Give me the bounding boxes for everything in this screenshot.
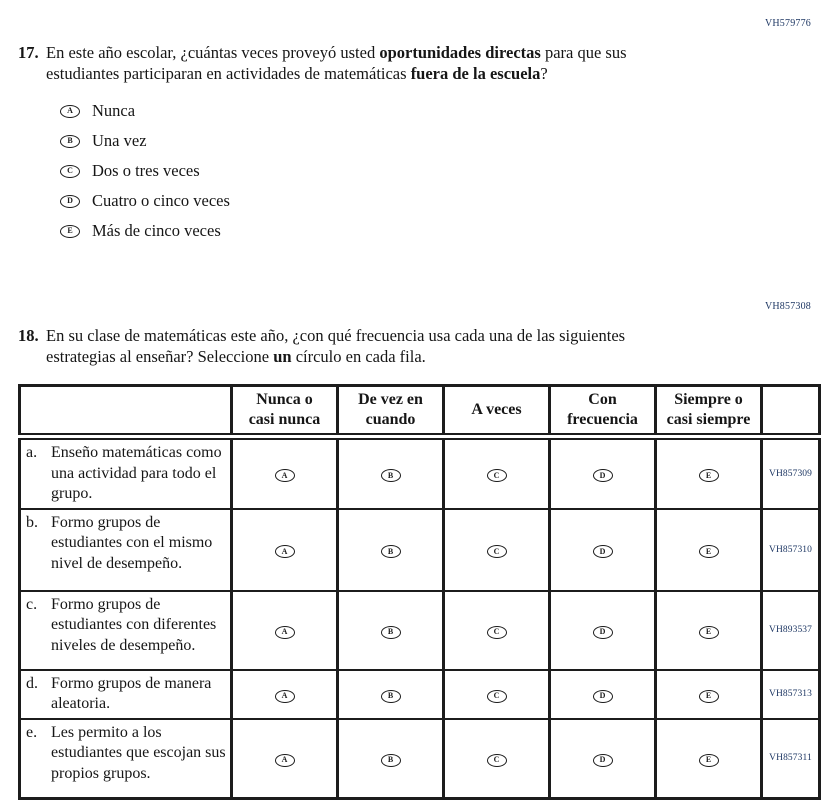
- row-e-letter: e.: [26, 723, 38, 741]
- row-e-code: VH857311: [762, 719, 820, 799]
- row-b-cell-nunca: [232, 509, 338, 591]
- q18-form-code: VH857308: [764, 301, 811, 312]
- table-row-b: [20, 509, 820, 591]
- q17-text-part3: ?: [540, 64, 548, 83]
- row-c-cell-confrec: [550, 591, 656, 670]
- row-d-bubble-a[interactable]: A: [275, 690, 295, 703]
- q18-text-part2: círculo en cada fila.: [291, 347, 426, 366]
- row-d-bubble-b[interactable]: B: [381, 690, 401, 703]
- row-a-bubble-a[interactable]: A: [275, 469, 295, 482]
- option-label-e: Más de cinco veces: [92, 221, 221, 240]
- table-row-c: [20, 591, 820, 670]
- row-c-bubble-a[interactable]: A: [275, 626, 295, 639]
- q18-number: 18.: [18, 326, 39, 345]
- table-row-a: [20, 437, 820, 509]
- row-d-stem: [20, 670, 232, 719]
- row-c-bubble-b[interactable]: B: [381, 626, 401, 639]
- row-c-bubble-d[interactable]: D: [593, 626, 613, 639]
- row-b-bubble-a[interactable]: A: [275, 545, 295, 558]
- option-bubble-e[interactable]: E: [60, 225, 80, 238]
- row-b-cell-devez: [338, 509, 444, 591]
- q17-options: [46, 96, 664, 246]
- header-a-veces: A veces: [444, 386, 550, 437]
- row-d-bubble-d[interactable]: D: [593, 690, 613, 703]
- row-c-text: Formo grupos de estudiantes con diferentes niveles de desempeño.: [51, 595, 217, 654]
- q18-text-bold1: un: [273, 347, 292, 366]
- row-b-cell-aveces: [444, 509, 550, 591]
- row-d-bubble-e[interactable]: E: [699, 690, 719, 703]
- row-a-bubble-d[interactable]: D: [593, 469, 613, 482]
- row-c-letter: c.: [26, 595, 38, 613]
- row-e-bubble-c[interactable]: C: [487, 754, 507, 767]
- row-a-letter: a.: [26, 444, 38, 461]
- row-a-cell-nunca: [232, 437, 338, 509]
- row-b-cell-siempre: [656, 509, 762, 591]
- row-c-bubble-c[interactable]: C: [487, 626, 507, 639]
- row-b-cell-confrec: [550, 509, 656, 591]
- q17-body: [46, 42, 664, 246]
- row-a-bubble-e[interactable]: E: [699, 469, 719, 482]
- option-label-b: Una vez: [92, 131, 147, 150]
- row-d-cell-siempre: [656, 670, 762, 719]
- row-d-letter: d.: [26, 674, 38, 692]
- row-b-bubble-e[interactable]: E: [699, 545, 719, 558]
- row-c-cell-nunca: [232, 591, 338, 670]
- row-a-code: VH857309: [762, 437, 820, 509]
- row-c-cell-siempre: [656, 591, 762, 670]
- row-e-bubble-b[interactable]: B: [381, 754, 401, 767]
- option-label-c: Dos o tres veces: [92, 161, 200, 180]
- q18-body: [46, 325, 664, 367]
- q17-text-part2: para que sus estudiantes participaran en actividades de matemáticas: [46, 43, 627, 83]
- row-b-text: Formo grupos de estudiantes con el mismo nivel de desempeño.: [51, 513, 213, 572]
- q17-option-e: [60, 216, 664, 246]
- row-b-stem: [20, 509, 232, 591]
- option-bubble-c[interactable]: C: [60, 165, 80, 178]
- q17-form-code: VH579776: [764, 18, 811, 29]
- q18-text: [46, 325, 664, 367]
- table-row-d: [20, 670, 820, 719]
- row-c-cell-devez: [338, 591, 444, 670]
- q17-text-bold2: fuera de la escuela: [410, 64, 541, 83]
- header-nunca-o-casi-nunca: Nunca o casi nunca: [232, 386, 338, 437]
- q18-text-part1: En su clase de matemáticas este año, ¿con qué frecuencia usa cada una de las siguientes estrategias al enseñar? Seleccione: [46, 326, 626, 366]
- row-a-cell-siempre: [656, 437, 762, 509]
- header-empty-code: [762, 386, 820, 437]
- row-b-bubble-c[interactable]: C: [487, 545, 507, 558]
- question-17: [18, 42, 664, 246]
- row-d-cell-nunca: [232, 670, 338, 719]
- row-a-cell-aveces: [444, 437, 550, 509]
- q17-option-b: [60, 126, 664, 156]
- row-b-code: VH857310: [762, 509, 820, 591]
- row-e-bubble-a[interactable]: A: [275, 754, 295, 767]
- row-a-cell-devez: [338, 437, 444, 509]
- row-e-text: Les permito a los estudiantes que escojan sus propios grupos.: [51, 723, 226, 782]
- row-d-bubble-c[interactable]: C: [487, 690, 507, 703]
- q18-frequency-table: [18, 384, 821, 800]
- row-c-cell-aveces: [444, 591, 550, 670]
- row-e-bubble-d[interactable]: D: [593, 754, 613, 767]
- row-a-cell-confrec: [550, 437, 656, 509]
- header-empty-stem: [20, 386, 232, 437]
- header-de-vez-en-cuando: De vez en cuando: [338, 386, 444, 437]
- row-d-text: Formo grupos de manera aleatoria.: [51, 674, 212, 712]
- q17-text: [46, 42, 664, 84]
- row-a-bubble-c[interactable]: C: [487, 469, 507, 482]
- row-d-code: VH857313: [762, 670, 820, 719]
- row-d-cell-devez: [338, 670, 444, 719]
- row-a-stem: [20, 437, 232, 509]
- question-18: [18, 325, 664, 367]
- q17-text-part1: En este año escolar, ¿cuántas veces proveyó usted: [46, 43, 380, 62]
- q17-text-bold1: oportunidades directas: [379, 43, 541, 62]
- row-c-bubble-e[interactable]: E: [699, 626, 719, 639]
- row-b-letter: b.: [26, 513, 38, 531]
- row-a-bubble-b[interactable]: B: [381, 469, 401, 482]
- row-b-bubble-d[interactable]: D: [593, 545, 613, 558]
- row-d-cell-aveces: [444, 670, 550, 719]
- header-con-frecuencia: Con frecuencia: [550, 386, 656, 437]
- option-bubble-a[interactable]: A: [60, 105, 80, 118]
- option-bubble-d[interactable]: D: [60, 195, 80, 208]
- q17-number: 17.: [18, 43, 39, 62]
- row-a-text: Enseño matemáticas como una actividad para todo el grupo.: [51, 444, 222, 502]
- table-header-row: [20, 386, 820, 437]
- row-d-cell-confrec: [550, 670, 656, 719]
- row-c-stem: [20, 591, 232, 670]
- header-siempre-o-casi-siempre: Siempre o casi siempre: [656, 386, 762, 437]
- row-b-bubble-b[interactable]: B: [381, 545, 401, 558]
- row-c-code: VH893537: [762, 591, 820, 670]
- option-label-a: Nunca: [92, 101, 136, 120]
- q17-option-c: [60, 156, 664, 186]
- option-label-d: Cuatro o cinco veces: [92, 191, 230, 210]
- option-bubble-b[interactable]: B: [60, 135, 80, 148]
- q17-option-a: [60, 96, 664, 126]
- q17-option-d: [60, 186, 664, 216]
- row-e-bubble-e[interactable]: E: [699, 754, 719, 767]
